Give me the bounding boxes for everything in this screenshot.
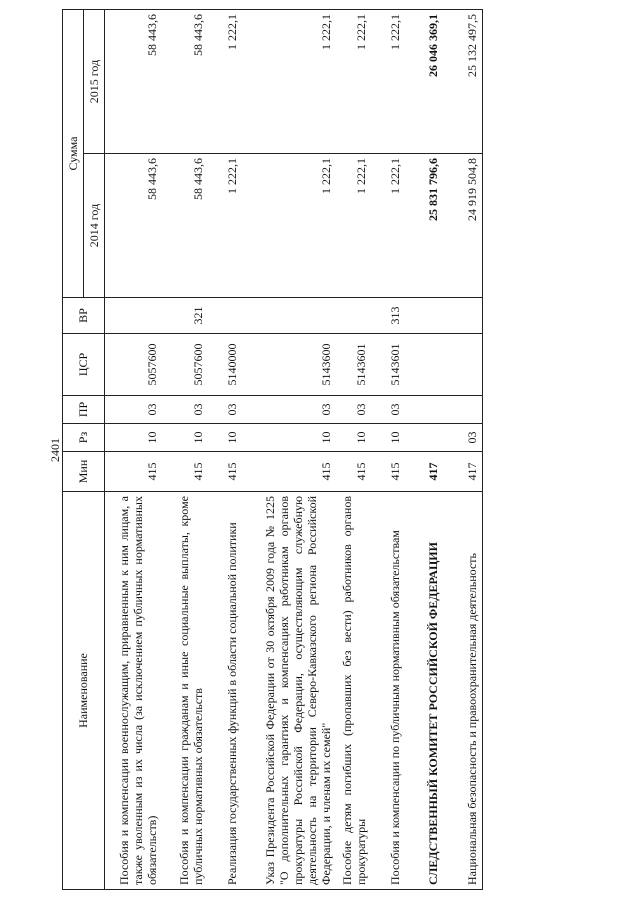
row-csr-cell: 5057600 [163, 334, 209, 396]
row-csr-cell: 5143600 [243, 334, 337, 396]
row-sum-2014-cell: 1 222,1 [243, 154, 337, 298]
row-rz-cell: 10 [163, 424, 209, 452]
row-vr-cell [105, 298, 163, 334]
table-row [105, 9, 163, 889]
row-name-cell: Пособия и компенсации гражданам и иные социальные выплаты, кроме публичных нормативных обязательств [163, 492, 209, 890]
table-row [163, 9, 209, 889]
table-row [243, 9, 337, 889]
row-vr-cell [405, 298, 443, 334]
col-header-rz: Рз [63, 424, 105, 452]
row-min-cell: 415 [337, 452, 371, 492]
row-rz-cell: 10 [105, 424, 163, 452]
row-sum-2015-cell: 58 443,6 [105, 9, 163, 153]
row-sum-2014-cell: 58 443,6 [163, 154, 209, 298]
budget-table [62, 9, 483, 890]
row-min-cell: 415 [243, 452, 337, 492]
row-csr-cell: 5057600 [105, 334, 163, 396]
row-pr-cell: 03 [337, 396, 371, 424]
table-row [371, 9, 405, 889]
row-min-cell: 415 [209, 452, 243, 492]
row-sum-2015-cell: 26 046 369,1 [405, 9, 443, 153]
row-min-cell: 415 [371, 452, 405, 492]
row-pr-cell: 03 [163, 396, 209, 424]
col-header-name: Наименование [63, 492, 105, 890]
table-row [443, 9, 483, 889]
table-row [337, 9, 371, 889]
row-sum-2014-cell: 1 222,1 [337, 154, 371, 298]
row-vr-cell [337, 298, 371, 334]
row-min-cell: 417 [443, 452, 483, 492]
col-header-pr: ПР [63, 396, 105, 424]
row-name-cell: Реализация государственных функций в области социальной политики [209, 492, 243, 890]
row-pr-cell: 03 [105, 396, 163, 424]
row-pr-cell: 03 [371, 396, 405, 424]
row-csr-cell: 5143601 [337, 334, 371, 396]
row-min-cell: 415 [163, 452, 209, 492]
col-header-vr: ВР [63, 298, 105, 334]
row-vr-cell: 321 [163, 298, 209, 334]
row-sum-2014-cell: 1 222,1 [371, 154, 405, 298]
row-sum-2014-cell: 24 919 504,8 [443, 154, 483, 298]
row-vr-cell [209, 298, 243, 334]
row-min-cell: 415 [105, 452, 163, 492]
row-sum-2015-cell: 1 222,1 [371, 9, 405, 153]
row-rz-cell: 10 [243, 424, 337, 452]
col-header-csr: ЦСР [63, 334, 105, 396]
row-rz-cell: 10 [371, 424, 405, 452]
row-rz-cell [405, 424, 443, 452]
row-rz-cell: 03 [443, 424, 483, 452]
row-name-cell: СЛЕДСТВЕННЫЙ КОМИТЕТ РОССИЙСКОЙ ФЕДЕРАЦИИ [405, 492, 443, 890]
row-sum-2014-cell: 58 443,6 [105, 154, 163, 298]
row-csr-cell [405, 334, 443, 396]
table-row [209, 9, 243, 889]
row-pr-cell: 03 [243, 396, 337, 424]
row-name-cell: Пособие детям погибших (пропавших без вести) работников органов прокуратуры [337, 492, 371, 890]
col-header-sum: Сумма [63, 9, 84, 297]
header-row-top [63, 9, 84, 889]
row-sum-2014-cell: 1 222,1 [209, 154, 243, 298]
row-rz-cell: 10 [337, 424, 371, 452]
row-vr-cell [443, 298, 483, 334]
row-rz-cell: 10 [209, 424, 243, 452]
row-name-cell: Указ Президента Российской Федерации от 30 октября 2009 года № 1225 "О дополнительных гарантиях и компенсациях работникам органов прокуратуры Российской Федерации, осуществляющим служебную деятельность на территории Северо-Кавказского региона Российской Федерации, и членам их семей" [243, 492, 337, 890]
row-name-cell: Национальная безопасность и правоохранительная деятельность [443, 492, 483, 890]
row-sum-2015-cell: 25 132 497,5 [443, 9, 483, 153]
row-name-cell: Пособия и компенсации военнослужащим, приравненным к ним лицам, а также уволенным из их числа (за исключением публичных нормативных обязательств) [105, 492, 163, 890]
page-number: 2401 [48, 438, 62, 462]
row-vr-cell: 313 [371, 298, 405, 334]
row-sum-2015-cell: 1 222,1 [243, 9, 337, 153]
row-csr-cell: 5143601 [371, 334, 405, 396]
row-sum-2015-cell: 1 222,1 [337, 9, 371, 153]
row-sum-2014-cell: 25 831 796,6 [405, 154, 443, 298]
row-sum-2015-cell: 1 222,1 [209, 9, 243, 153]
col-header-2015: 2015 год [84, 9, 105, 153]
col-header-2014: 2014 год [84, 154, 105, 298]
row-vr-cell [243, 298, 337, 334]
row-min-cell: 417 [405, 452, 443, 492]
row-name-cell: Пособия и компенсации по публичным нормативным обязательствам [371, 492, 405, 890]
rotated-page [48, 10, 606, 890]
row-pr-cell: 03 [209, 396, 243, 424]
row-csr-cell [443, 334, 483, 396]
row-pr-cell [443, 396, 483, 424]
col-header-min: Мин [63, 452, 105, 492]
row-pr-cell [405, 396, 443, 424]
row-csr-cell: 5140000 [209, 334, 243, 396]
table-row [405, 9, 443, 889]
table-body [105, 9, 483, 889]
row-sum-2015-cell: 58 443,6 [163, 9, 209, 153]
